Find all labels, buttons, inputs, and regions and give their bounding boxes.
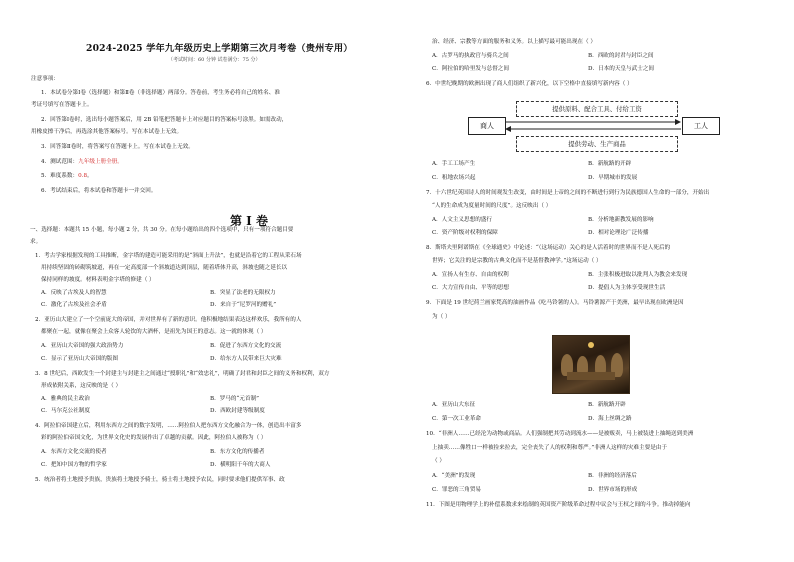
lamp-icon xyxy=(588,342,594,348)
option: C．显示了亚历山大帝国的版图 xyxy=(41,356,118,362)
exam-subtitle: （考试时间：60 分钟 试卷满分：75 分） xyxy=(168,57,261,63)
option: C．马尔克公社制度 xyxy=(41,408,91,414)
question-line: 11．下图是用物理学上的补偿系数求来绘制的英国资产阶级革命过程中议会与王权之间的斗争。推动掉能向 xyxy=(426,502,691,508)
diagram-worker-node: 工人 xyxy=(682,117,720,135)
option: B．新航路开辟 xyxy=(588,402,626,408)
question-line: 6．中世纪晚期的欧洲出现了商人们组织了新兴化，以下空格中直接填写新内容（ ） xyxy=(426,81,633,87)
notice-heading: 注意事项： xyxy=(31,76,59,82)
option: D．相对论理论广泛传播 xyxy=(588,230,649,236)
diagram-top-label: 提供原料、配合工具、付给工资 xyxy=(516,101,678,117)
question-line: 彩的阿拉伯帝国文化，为世界文化史的发展作出了卓越的贡献。因此，阿拉伯人被称为（ ） xyxy=(41,435,267,441)
question-line: 1．考古学家根据发现的工具推断，金字塔的建造可能采用的是“斜面上升法”，也就是沿着它的工程从采石场 xyxy=(35,253,302,259)
question-line: 4．阿拉伯帝国建立后，利用东西方之间的数字发明，……阿拉伯人把东西方文化融合为一体，创造出丰富多 xyxy=(35,423,302,429)
question-line: 上抽卖……像牲口一样被捡来拉去，完全丧失了人的权利和尊严。”非洲人这样的灾难主要是由于 xyxy=(432,445,667,451)
question-line: （ ） xyxy=(432,458,445,464)
option: C．激化了古埃及社会矛盾 xyxy=(41,302,107,308)
option: A．亚历山大东征 xyxy=(432,402,476,408)
option: D．西欧封建等级制度 xyxy=(210,408,265,414)
arrow-head-icon xyxy=(505,126,511,132)
question-line: 9．下面是 19 世纪荷兰画家梵高的油画作品《吃马铃薯的人》。马铃薯源产于美洲，最早出现在欧洲是因 xyxy=(426,300,684,306)
question-line: 世界；它关注的是宗教的古典文化而不是基督教神学。”这场运动（ ） xyxy=(432,258,602,264)
option: C．租地农场兴起 xyxy=(432,175,476,181)
option: A．雅典的民主政治 xyxy=(41,396,90,402)
question-line: 为（ ） xyxy=(432,314,451,320)
option: B．西欧的封君与封臣之间 xyxy=(588,53,654,59)
option: C．阿拉伯的哈里发与总督之间 xyxy=(432,66,509,72)
option: A．人文主义思想的盛行 xyxy=(432,217,492,223)
diagram-bottom-label: 提供劳动、生产商品 xyxy=(516,136,678,152)
section-intro: 求。 xyxy=(30,239,42,245)
notice-line: 1．本试卷分第Ⅰ卷（选择题）和第Ⅱ卷（非选择题）两部分。答卷前，考生务必将自己的姓名、准 xyxy=(41,90,280,96)
option: D．日本的天皇与武士之间 xyxy=(588,66,655,72)
option: D．早期城市的发展 xyxy=(588,175,638,181)
option: B．主张积极进取以批判人为教会来发现 xyxy=(588,272,688,278)
question-line: 都聚在一起，就像在聚会上众客人轮饮的大酒杯，是祖先为国王的意志。这一就的体现（ ） xyxy=(41,329,267,335)
question-line: “人的生命成为度量时间的尺度”。这反映出（ ） xyxy=(432,203,552,209)
option: B．非洲的经济落后 xyxy=(588,473,637,479)
question-line: 保持同样的坡度。材料表明金字塔的修建（ ） xyxy=(41,277,155,283)
option: D．给东方人民带来巨大灾难 xyxy=(210,356,282,362)
section-intro: 一、选择题：本题共 15 小题，每小题 2 分，共 30 分。在每小题给出的四个选项中，只有一项符合题目要 xyxy=(30,227,294,233)
notice-line: 6．考试结束后，将本试卷和答题卡一并交回。 xyxy=(41,188,157,194)
option: C．把知中国方物的哲学家 xyxy=(41,462,107,468)
question-line: 10．“非洲人……已经沦为动物或商品。人们强制把其劳动到流水——是被贩卖，马上被装进上抽绳送到美洲 xyxy=(426,431,694,437)
option: B．分析地新教发展的影响 xyxy=(588,217,654,223)
question-line: 形成依附关系，这反映的是（ ） xyxy=(41,383,122,389)
option: B．罗马的“元首制” xyxy=(210,396,259,402)
notice-line: 用橡皮擦干净后，再选涂其他答案标号。写在本试卷上无效。 xyxy=(31,129,183,135)
option: D．来自于“尼罗河的赠礼” xyxy=(210,302,277,308)
question-line: 用持续坚固的砖砌筑坡道，再在一定高度部一个斜坡道达到顶层，随着塔体升高，斜坡也随之延长以 xyxy=(41,265,288,271)
notice-range-label: 4．测试范围： xyxy=(41,159,79,165)
option: D．世界市场的形成 xyxy=(588,487,638,493)
section-title: 第 Ⅰ 卷 xyxy=(230,214,268,228)
option: B．突显了法老的无限权力 xyxy=(210,290,276,296)
option: A．古罗马的执政官与骑兵之间 xyxy=(432,53,509,59)
notice-difficulty-end: 。 xyxy=(87,173,93,179)
question-line: 7．十六世纪英国诗人的时间观发生改变，由时间是上帝的之间的不断进行到行为民族德国人生命的一部分，开始出 xyxy=(426,190,710,196)
exam-title: 2024-2025 学年九年级历史上学期第三次月考卷（贵州专用） xyxy=(86,43,353,54)
option: D．横明阳千年的大商人 xyxy=(210,462,271,468)
notice-range-value: 九年级上册全册。 xyxy=(78,159,123,165)
option: A．东西方文化交流的使者 xyxy=(41,449,107,455)
option: B．东方文化的传播者 xyxy=(210,449,265,455)
notice-line: 2．回答第Ⅰ卷时，选出每小题答案后，用 2B 铅笔把答题卡上对应题目的答案标号涂黑。如需改动， xyxy=(41,117,288,123)
potato-eaters-painting xyxy=(552,335,630,394)
option: A．亚历山大帝国的强大政治势力 xyxy=(41,343,124,349)
notice-difficulty-label: 5．难度系数： xyxy=(41,173,79,179)
notice-line: 考证号填写在答题卡上。 xyxy=(31,102,93,108)
option: C．大力宣传自由、平等的思想 xyxy=(432,285,509,291)
option: B．促进了东西方文化的交流 xyxy=(210,343,282,349)
diagram-merchant-node: 商人 xyxy=(468,117,506,135)
arrow-head-icon xyxy=(675,119,681,125)
option: A．反映了古埃及人的智慧 xyxy=(41,290,107,296)
question-line: 2．亚历山大建立了一个空前庞大的帝国，并对世界有了新的意识。他积极地结果表达这样欢乐，我所有的人 xyxy=(35,317,302,323)
question-line: 3．8 世纪后，西欧发生一个封建主与封建主之间通过“授职礼”和“效忠礼”，明确了封君和封臣之间的义务和权利，双方 xyxy=(35,371,330,377)
option: C．资产阶级对权利的保障 xyxy=(432,230,498,236)
option: D．海上丝绸之路 xyxy=(588,416,632,422)
notice-line: 3．回答第Ⅱ卷时，将答案写在答题卡上。写在本试卷上无效。 xyxy=(41,144,194,150)
option: A．宣扬人有生存、自由的权利 xyxy=(432,272,509,278)
question-line: 治、经济、宗教等方面的服务和义务。以上描写最可能出现在（ ） xyxy=(432,39,596,45)
table-icon xyxy=(567,372,615,380)
option: C．第一次工业革命 xyxy=(432,416,482,422)
option: A．手工工场产生 xyxy=(432,161,476,167)
question-line: 5．统治者将土地授予贵族，贵族将土地授予骑士，骑士将土地授予农民，同时要求他们提供军事、政 xyxy=(35,477,285,483)
option: C．罪恶的三角贸易 xyxy=(432,487,482,493)
option: D．提倡人为主体享受现世生活 xyxy=(588,285,666,291)
notice-difficulty-value: 0.8 xyxy=(78,173,88,179)
option: A．“美洲”的发现 xyxy=(432,473,476,479)
question-line: 8．斯塔夫里阿诺斯在《全球通史》中论述：“（这场运动）关心的是人活着时的世界而不是人死后的 xyxy=(426,245,671,251)
option: B．新航路的开辟 xyxy=(588,161,632,167)
